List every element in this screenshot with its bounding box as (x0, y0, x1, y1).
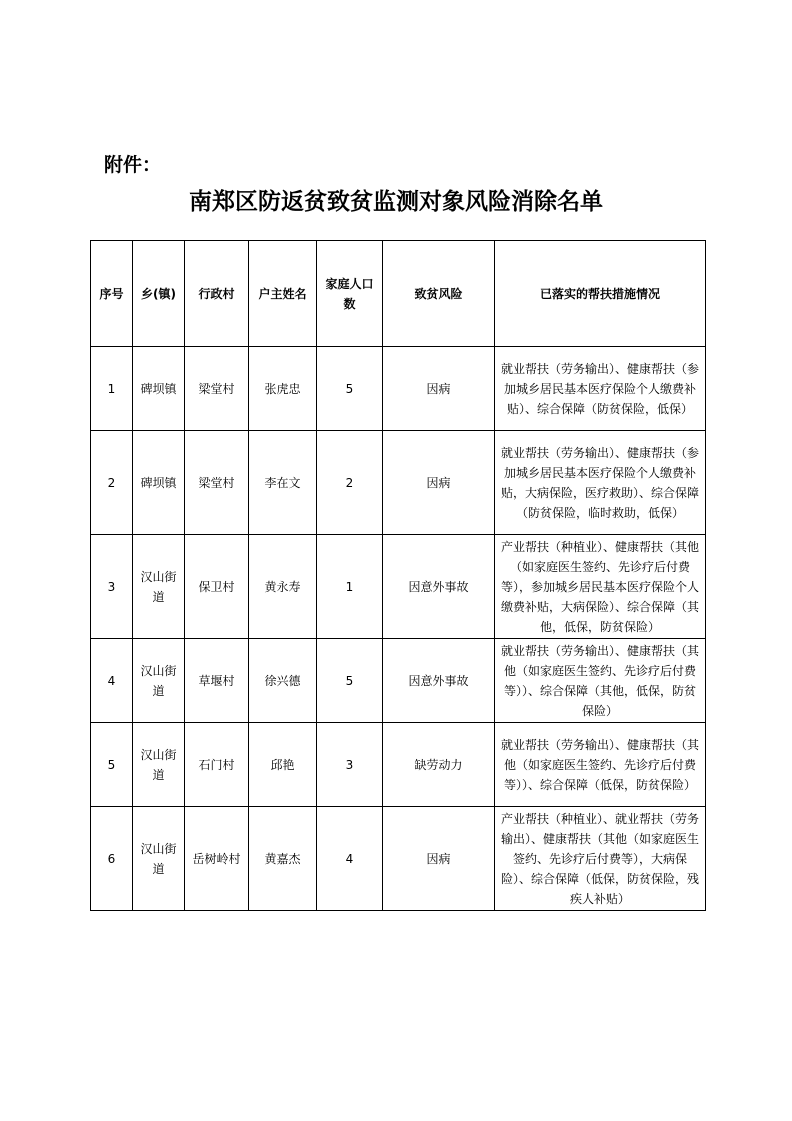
cell-family-size: 2 (317, 431, 383, 535)
header-household-head: 户主姓名 (249, 241, 317, 347)
header-no: 序号 (91, 241, 133, 347)
header-risk: 致贫风险 (383, 241, 495, 347)
cell-risk: 缺劳动力 (383, 723, 495, 807)
attachment-label: 附件： (104, 154, 162, 176)
cell-family-size: 1 (317, 535, 383, 639)
cell-household-head: 邱艳 (249, 723, 317, 807)
cell-risk: 因病 (383, 347, 495, 431)
cell-family-size: 3 (317, 723, 383, 807)
cell-measures: 就业帮扶（劳务输出）、健康帮扶（其他（如家庭医生签约、先诊疗后付费等））、综合保障（其他，低保，防贫保险） (495, 639, 706, 723)
cell-household-head: 黄永寿 (249, 535, 317, 639)
cell-household-head: 李在文 (249, 431, 317, 535)
cell-village: 梁堂村 (185, 347, 249, 431)
cell-village: 草堰村 (185, 639, 249, 723)
header-village: 行政村 (185, 241, 249, 347)
cell-family-size: 5 (317, 347, 383, 431)
cell-household-head: 黄嘉杰 (249, 807, 317, 911)
cell-no: 4 (91, 639, 133, 723)
elimination-list-table (90, 240, 706, 911)
header-measures: 已落实的帮扶措施情况 (495, 241, 706, 347)
cell-family-size: 5 (317, 639, 383, 723)
cell-town: 汉山街道 (133, 639, 185, 723)
cell-no: 6 (91, 807, 133, 911)
cell-no: 3 (91, 535, 133, 639)
cell-town: 碑坝镇 (133, 431, 185, 535)
cell-village: 石门村 (185, 723, 249, 807)
cell-risk: 因病 (383, 431, 495, 535)
cell-town: 汉山街道 (133, 723, 185, 807)
cell-no: 1 (91, 347, 133, 431)
cell-town: 碑坝镇 (133, 347, 185, 431)
cell-measures: 就业帮扶（劳务输出）、健康帮扶（参加城乡居民基本医疗保险个人缴费补贴，大病保险，医疗救助）、综合保障（防贫保险，临时救助，低保） (495, 431, 706, 535)
table-row (91, 639, 706, 723)
cell-village: 梁堂村 (185, 431, 249, 535)
cell-family-size: 4 (317, 807, 383, 911)
cell-village: 岳树岭村 (185, 807, 249, 911)
document-title: 南郑区防返贫致贫监测对象风险消除名单 (189, 188, 603, 215)
header-town: 乡(镇) (133, 241, 185, 347)
cell-no: 2 (91, 431, 133, 535)
table-row (91, 431, 706, 535)
cell-risk: 因意外事故 (383, 535, 495, 639)
cell-household-head: 徐兴德 (249, 639, 317, 723)
table-row (91, 807, 706, 911)
cell-risk: 因意外事故 (383, 639, 495, 723)
cell-measures: 产业帮扶（种植业）、就业帮扶（劳务输出）、健康帮扶（其他（如家庭医生签约、先诊疗后付费等），大病保险）、综合保障（低保，防贫保险，残疾人补贴） (495, 807, 706, 911)
table-row (91, 723, 706, 807)
table-header-row (91, 241, 706, 347)
cell-household-head: 张虎忠 (249, 347, 317, 431)
cell-town: 汉山街道 (133, 535, 185, 639)
cell-no: 5 (91, 723, 133, 807)
cell-village: 保卫村 (185, 535, 249, 639)
cell-measures: 产业帮扶（种植业）、健康帮扶（其他（如家庭医生签约、先诊疗后付费等），参加城乡居民基本医疗保险个人缴费补贴，大病保险）、综合保障（其他，低保，防贫保险） (495, 535, 706, 639)
table-row (91, 535, 706, 639)
cell-risk: 因病 (383, 807, 495, 911)
cell-town: 汉山街道 (133, 807, 185, 911)
table-row (91, 347, 706, 431)
header-family-size: 家庭人口数 (317, 241, 383, 347)
cell-measures: 就业帮扶（劳务输出）、健康帮扶（其他（如家庭医生签约、先诊疗后付费等））、综合保障（低保，防贫保险） (495, 723, 706, 807)
cell-measures: 就业帮扶（劳务输出）、健康帮扶（参加城乡居民基本医疗保险个人缴费补贴）、综合保障（防贫保险，低保） (495, 347, 706, 431)
